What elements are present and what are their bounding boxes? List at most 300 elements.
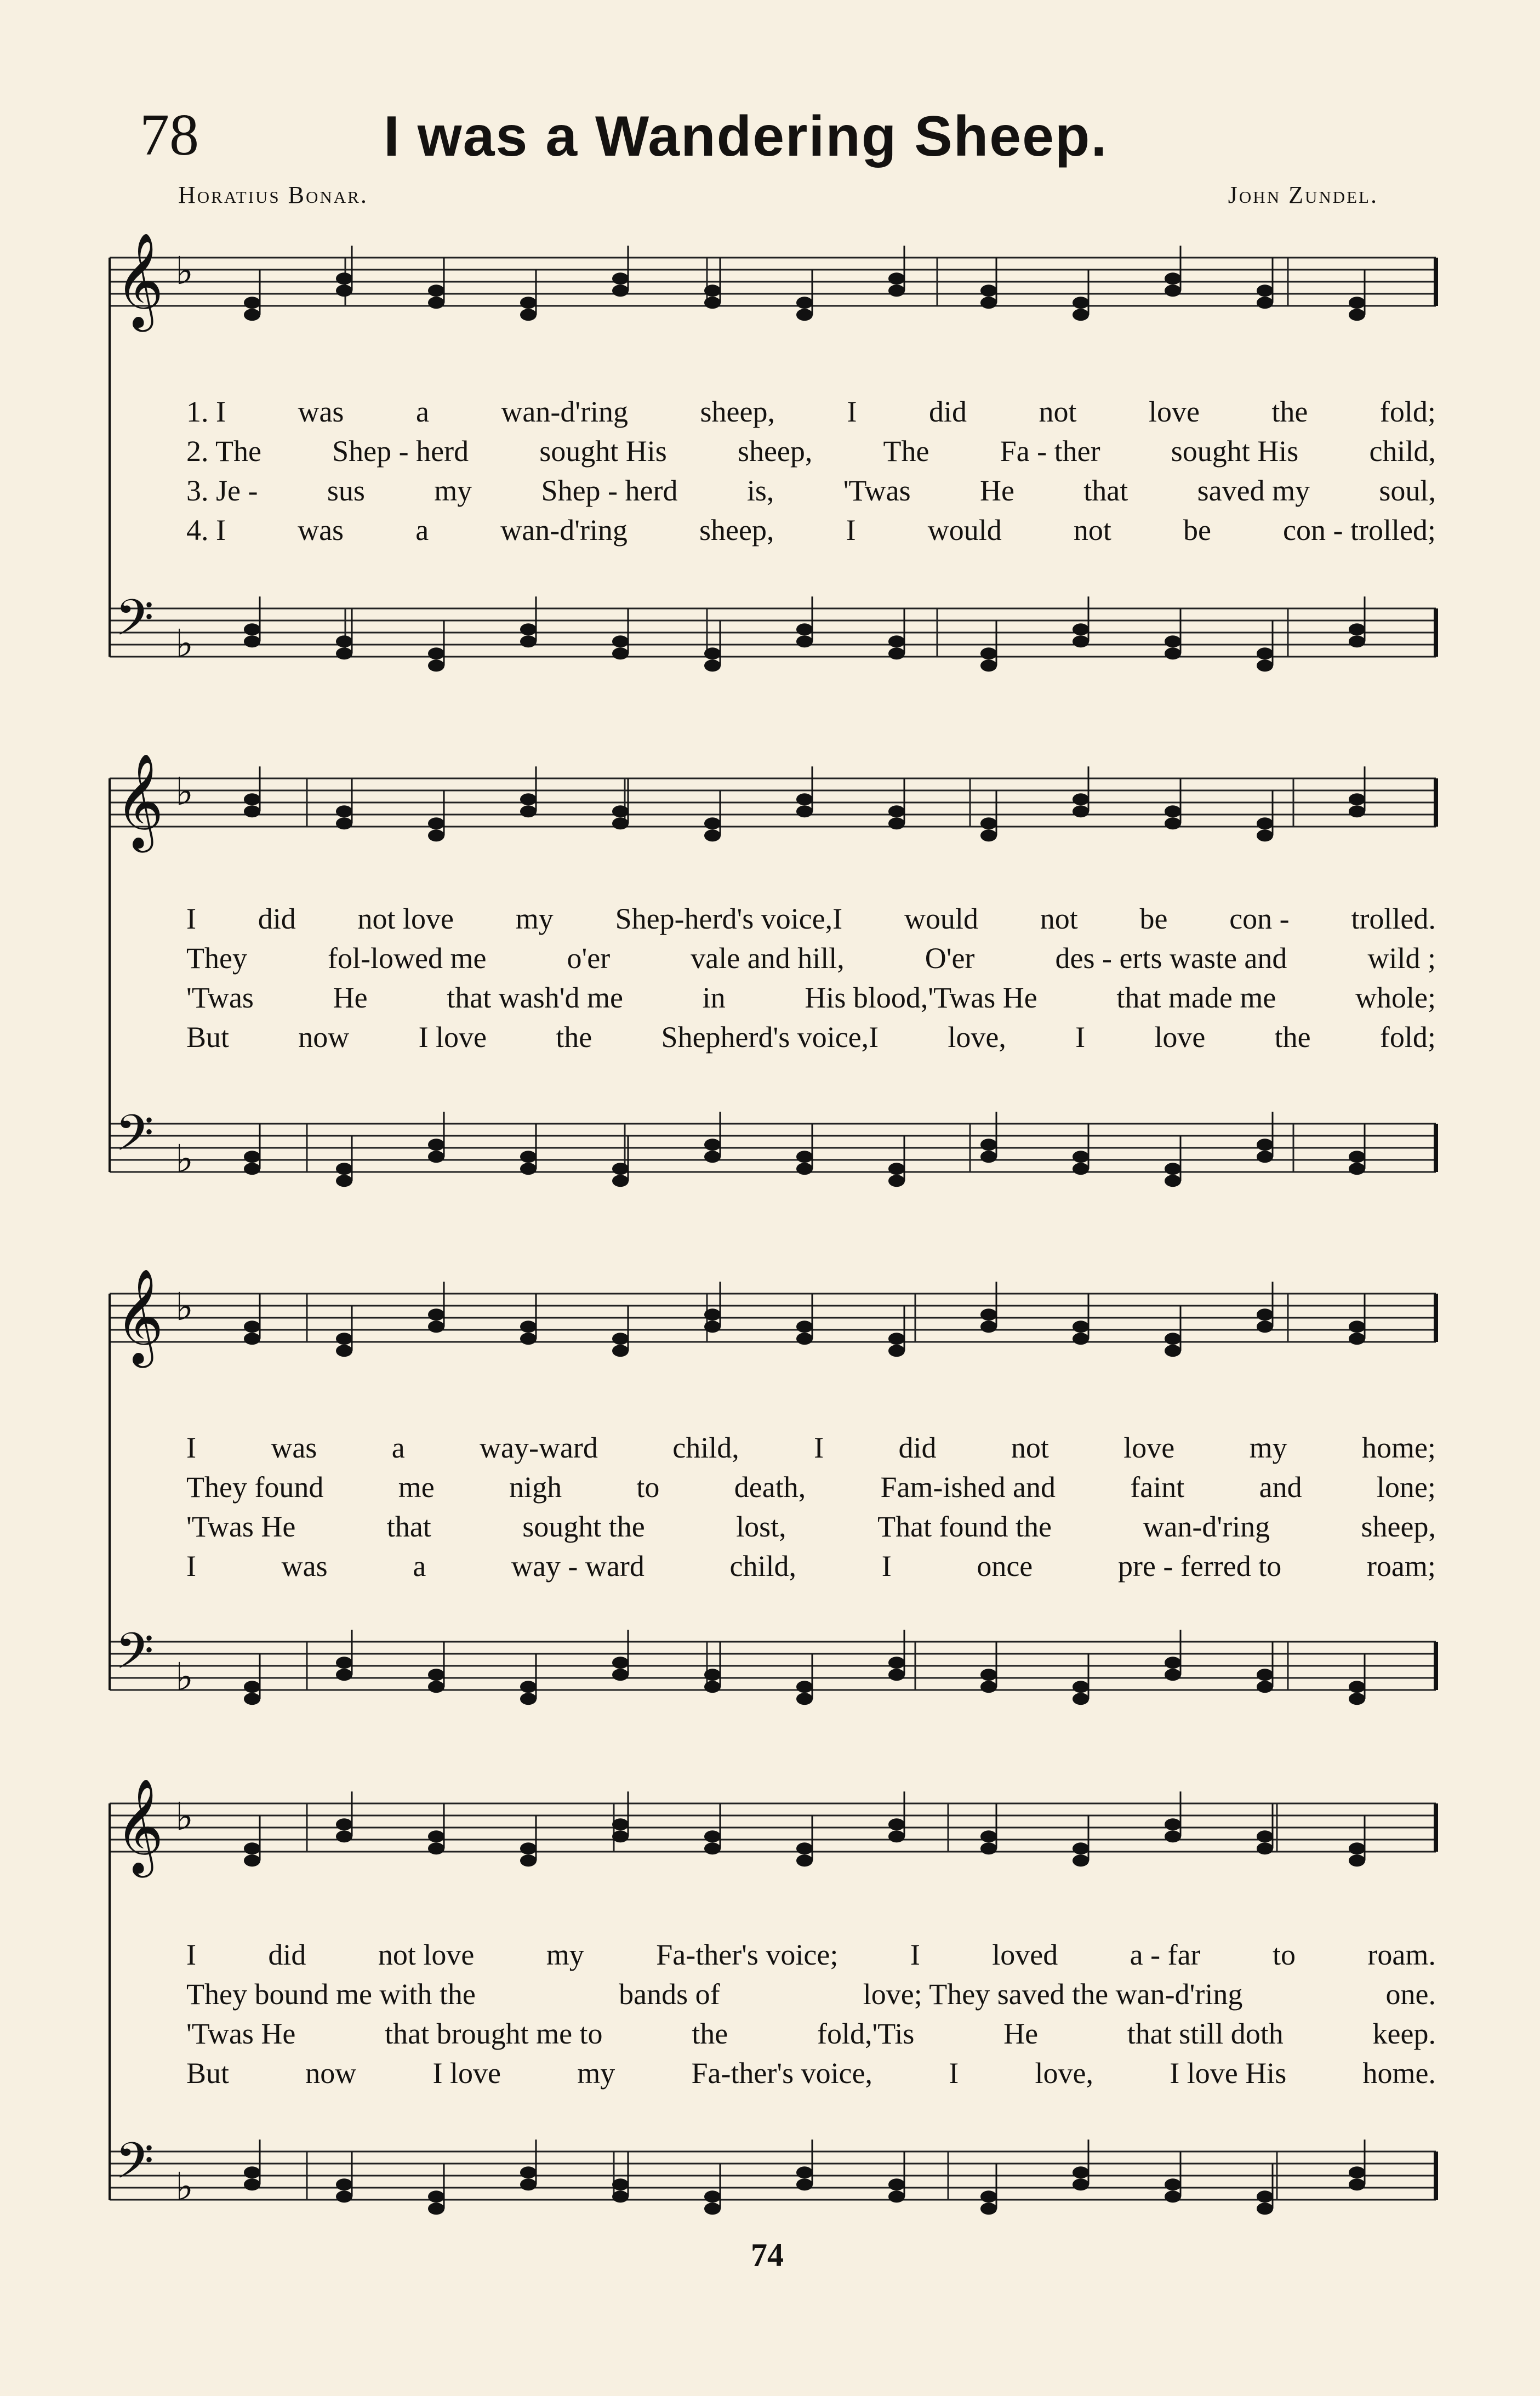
lyric-word: I love — [432, 2057, 501, 2090]
lyric-word: I — [881, 1550, 892, 1583]
lyric-word: Shep-herd's voice,I — [615, 902, 843, 935]
notehead — [796, 1693, 813, 1705]
flat-icon: ♭ — [175, 1794, 194, 1839]
notehead — [428, 284, 444, 297]
notehead — [980, 1321, 997, 1333]
notehead — [336, 284, 352, 297]
notehead — [1165, 1163, 1181, 1175]
lyric-word: not — [1039, 395, 1077, 428]
notehead — [244, 1693, 260, 1705]
notehead — [1165, 2190, 1181, 2203]
notehead — [612, 647, 629, 659]
lyric-word: bands of — [619, 1978, 720, 2011]
lyric-word: wild ; — [1367, 942, 1436, 975]
lyric-word: sought His — [1171, 435, 1299, 468]
notehead — [1257, 1308, 1273, 1321]
notehead — [1349, 1321, 1365, 1333]
lyric-word: But — [186, 1021, 230, 1054]
notehead — [336, 1657, 352, 1669]
lyric-word: not — [1040, 902, 1078, 935]
lyric-word: child, — [729, 1550, 797, 1583]
lyric-word: that still doth — [1127, 2017, 1284, 2050]
notehead — [888, 1333, 905, 1345]
lyric-word: in — [702, 981, 726, 1014]
lyric-word: The — [883, 435, 929, 468]
notehead — [704, 1681, 721, 1693]
notehead — [1073, 1842, 1089, 1854]
notehead — [428, 1681, 444, 1693]
notehead — [796, 1163, 813, 1175]
lyric-word: wan-d'ring — [500, 514, 628, 547]
lyric-word: sheep, — [699, 514, 774, 547]
lyric-word: I — [949, 2057, 959, 2090]
lyric-verse-4 — [186, 513, 1436, 553]
notehead — [612, 284, 629, 297]
lyric-word: They found — [186, 1471, 324, 1504]
lyricist-credit: Horatius Bonar. — [178, 181, 368, 208]
notehead — [1349, 623, 1365, 635]
notehead — [1257, 1830, 1273, 1842]
flat-icon: ♭ — [175, 248, 194, 293]
notehead — [612, 1333, 629, 1345]
notehead — [612, 817, 629, 829]
lyric-word: was — [298, 514, 344, 547]
notehead — [704, 659, 721, 671]
lyric-word: wan-d'ring — [1143, 1510, 1270, 1543]
notehead — [1165, 272, 1181, 284]
notehead — [1073, 1151, 1089, 1163]
notehead — [980, 829, 997, 841]
lyric-word: wan-d'ring — [501, 395, 629, 428]
notehead — [796, 1681, 813, 1693]
lyric-word: love — [1154, 1021, 1206, 1054]
lyric-verse-3 — [186, 981, 1436, 1020]
lyric-word: me — [398, 1471, 435, 1504]
lyric-word: whole; — [1355, 981, 1436, 1014]
notehead — [704, 647, 721, 659]
notehead — [980, 1842, 997, 1854]
notehead — [1165, 284, 1181, 297]
lyric-word: But — [186, 2057, 230, 2090]
notehead — [336, 1818, 352, 1830]
notehead — [1073, 635, 1089, 647]
notehead — [1349, 635, 1365, 647]
lyric-word: saved my — [1197, 474, 1310, 507]
bass-clef-icon: 𝄢 — [115, 589, 154, 659]
notehead — [520, 2178, 537, 2190]
lyric-word: I love His — [1170, 2057, 1287, 2090]
notehead — [244, 297, 260, 309]
notehead — [244, 805, 260, 817]
notehead — [1073, 297, 1089, 309]
notehead — [888, 805, 905, 817]
lyric-word: was — [271, 1431, 317, 1464]
flat-icon: ♭ — [175, 1136, 194, 1181]
lyric-word: did — [268, 1938, 306, 1971]
lyric-word: roam; — [1366, 1550, 1436, 1583]
lyric-word: sus — [327, 474, 365, 507]
lyric-word: the — [1271, 395, 1308, 428]
lyric-word: my — [515, 902, 554, 935]
lyric-word: love — [1148, 395, 1200, 428]
notehead — [704, 297, 721, 309]
notehead — [1257, 1669, 1273, 1681]
notehead — [1349, 793, 1365, 805]
lyric-word: not love — [357, 902, 454, 935]
lyric-word: Shep - herd — [332, 435, 469, 468]
lyric-word: fol-lowed me — [328, 942, 487, 975]
notehead — [428, 829, 444, 841]
lyric-word: the — [556, 1021, 592, 1054]
notehead — [244, 1321, 260, 1333]
lyric-word: con - — [1229, 902, 1290, 935]
notehead — [1257, 284, 1273, 297]
lyric-word: would — [904, 902, 978, 935]
notehead — [704, 1151, 721, 1163]
notehead — [1349, 2178, 1365, 2190]
notehead — [612, 635, 629, 647]
lyric-word: I — [910, 1938, 920, 1971]
notehead — [1257, 829, 1273, 841]
lyric-word: 2. The — [186, 435, 261, 468]
notehead — [244, 1333, 260, 1345]
notehead — [1165, 1657, 1181, 1669]
lyric-word: did — [898, 1431, 937, 1464]
notehead — [336, 1669, 352, 1681]
notehead — [796, 1151, 813, 1163]
lyric-word: one. — [1385, 1978, 1436, 2011]
lyric-word: loved — [992, 1938, 1058, 1971]
notehead — [796, 297, 813, 309]
notehead — [428, 1830, 444, 1842]
notehead — [244, 623, 260, 635]
lyric-word: way-ward — [480, 1431, 598, 1464]
hymn-number: 78 — [140, 103, 199, 168]
lyric-word: sheep, — [700, 395, 775, 428]
lyric-word: a - far — [1130, 1938, 1201, 1971]
notehead — [796, 635, 813, 647]
lyric-verse-4 — [186, 1020, 1436, 1060]
lyric-word: love — [1123, 1431, 1175, 1464]
lyric-word: child, — [1369, 435, 1436, 468]
notehead — [1349, 1842, 1365, 1854]
lyric-word: love; They saved the wan-d'ring — [863, 1978, 1243, 2011]
notehead — [428, 297, 444, 309]
notehead — [336, 1333, 352, 1345]
lyric-word: nigh — [509, 1471, 562, 1504]
notehead — [1349, 297, 1365, 309]
lyric-word: I — [186, 1431, 196, 1464]
notehead — [1349, 309, 1365, 321]
notehead — [1257, 1321, 1273, 1333]
notehead — [1165, 1669, 1181, 1681]
notehead — [1165, 1345, 1181, 1357]
lyric-word: that — [386, 1510, 431, 1543]
lyric-word: not — [1011, 1431, 1049, 1464]
notehead — [888, 1657, 905, 1669]
notehead — [1073, 1854, 1089, 1866]
treble-clef-icon: 𝄞 — [115, 1778, 164, 1874]
lyric-verse-2 — [186, 1977, 1436, 2017]
notehead — [796, 1321, 813, 1333]
notehead — [612, 1163, 629, 1175]
lyric-word: They — [186, 942, 247, 975]
notehead — [980, 1669, 997, 1681]
notehead — [704, 829, 721, 841]
notehead — [1073, 1163, 1089, 1175]
notehead — [336, 1345, 352, 1357]
lyric-word: con - trolled; — [1283, 514, 1436, 547]
lyric-word: is, — [746, 474, 774, 507]
notehead — [336, 647, 352, 659]
notehead — [428, 1308, 444, 1321]
page-number: 74 — [751, 2237, 784, 2273]
notehead — [244, 2178, 260, 2190]
notehead — [980, 817, 997, 829]
lyric-word: child, — [672, 1431, 739, 1464]
lyric-verse-1 — [186, 395, 1436, 434]
notehead — [1257, 1139, 1273, 1151]
lyric-verse-1 — [186, 1431, 1436, 1470]
notehead — [1165, 1175, 1181, 1187]
lyric-word: be — [1139, 902, 1168, 935]
lyric-word: home; — [1361, 1431, 1436, 1464]
notehead — [1073, 1333, 1089, 1345]
notehead — [1349, 1693, 1365, 1705]
notehead — [888, 1818, 905, 1830]
notehead — [520, 793, 537, 805]
notehead — [888, 1175, 905, 1187]
notehead — [1257, 659, 1273, 671]
lyric-word: the — [692, 2017, 728, 2050]
notehead — [336, 2190, 352, 2203]
notehead — [980, 1308, 997, 1321]
notehead — [704, 817, 721, 829]
lyric-verse-2 — [186, 434, 1436, 474]
lyric-word: sought His — [539, 435, 667, 468]
notehead — [1257, 817, 1273, 829]
lyric-word: love, — [1035, 2057, 1093, 2090]
notehead — [336, 1830, 352, 1842]
lyric-word: now — [305, 2057, 357, 2090]
lyric-word: was — [281, 1550, 328, 1583]
lyric-word: love, — [948, 1021, 1006, 1054]
lyric-word: Fa-ther's voice; — [656, 1938, 839, 1971]
notehead — [1073, 2166, 1089, 2178]
notehead — [704, 1842, 721, 1854]
notehead — [888, 1163, 905, 1175]
lyric-word: 'Twas — [186, 981, 254, 1014]
lyric-word: keep. — [1372, 2017, 1436, 2050]
notehead — [888, 2190, 905, 2203]
lyric-word: 3. Je - — [186, 474, 258, 507]
notehead — [336, 1175, 352, 1187]
notehead — [980, 284, 997, 297]
lyric-word: the — [1274, 1021, 1311, 1054]
lyric-word: 'Twas He — [186, 1510, 296, 1543]
notehead — [980, 1139, 997, 1151]
notehead — [520, 1854, 537, 1866]
lyric-verse-3 — [186, 474, 1436, 513]
lyric-verse-3 — [186, 2017, 1436, 2056]
notehead — [612, 1345, 629, 1357]
hymn-title: I was a Wandering Sheep. — [384, 105, 1108, 168]
notehead — [336, 635, 352, 647]
lyric-word: a — [413, 1550, 426, 1583]
notehead — [244, 793, 260, 805]
lyric-word: faint — [1130, 1471, 1185, 1504]
notehead — [244, 1163, 260, 1175]
lyric-verse-2 — [186, 941, 1436, 981]
notehead — [244, 1151, 260, 1163]
notehead — [244, 635, 260, 647]
notehead — [796, 623, 813, 635]
notehead — [980, 1681, 997, 1693]
notehead — [428, 1669, 444, 1681]
lyric-word: home. — [1362, 2057, 1436, 2090]
lyric-word: my — [546, 1938, 584, 1971]
notehead — [888, 1830, 905, 1842]
notehead — [612, 1669, 629, 1681]
lyric-word: my — [577, 2057, 615, 2090]
notehead — [244, 309, 260, 321]
notehead — [1165, 2178, 1181, 2190]
notehead — [704, 2190, 721, 2203]
lyric-word: I — [847, 395, 857, 428]
lyric-word: did — [928, 395, 967, 428]
notehead — [1165, 805, 1181, 817]
notehead — [520, 1333, 537, 1345]
notehead — [336, 805, 352, 817]
lyric-word: vale and hill, — [691, 942, 845, 975]
notehead — [336, 272, 352, 284]
lyric-word: I — [1075, 1021, 1086, 1054]
notehead — [520, 1842, 537, 1854]
notehead — [1165, 1333, 1181, 1345]
lyric-word: would — [927, 514, 1002, 547]
notehead — [796, 1854, 813, 1866]
notehead — [888, 635, 905, 647]
lyrics-system-2 — [186, 902, 1436, 1060]
lyric-word: O'er — [925, 942, 975, 975]
lyric-word: that made me — [1116, 981, 1276, 1014]
notehead — [1257, 2190, 1273, 2203]
bass-clef-icon: 𝄢 — [115, 2132, 154, 2202]
notehead — [428, 2190, 444, 2203]
notehead — [1073, 793, 1089, 805]
notehead — [980, 297, 997, 309]
notehead — [704, 2203, 721, 2215]
notehead — [244, 1854, 260, 1866]
flat-icon: ♭ — [175, 1284, 194, 1329]
flat-icon: ♭ — [175, 1654, 194, 1699]
notehead — [888, 272, 905, 284]
notehead — [428, 1139, 444, 1151]
notehead — [520, 1163, 537, 1175]
notehead — [520, 1681, 537, 1693]
notehead — [796, 2166, 813, 2178]
notehead — [888, 647, 905, 659]
notehead — [244, 1842, 260, 1854]
lyric-word: Fa-ther's voice, — [691, 2057, 873, 2090]
notehead — [1073, 309, 1089, 321]
lyric-word: His blood,'Twas He — [805, 981, 1037, 1014]
notehead — [336, 817, 352, 829]
lyric-word: lost, — [736, 1510, 786, 1543]
lyric-verse-4 — [186, 2056, 1436, 2096]
notehead — [1165, 635, 1181, 647]
notehead — [1257, 1842, 1273, 1854]
notehead — [1349, 2166, 1365, 2178]
notehead — [520, 1151, 537, 1163]
lyric-word: Shepherd's voice,I — [661, 1021, 879, 1054]
lyric-verse-1 — [186, 902, 1436, 941]
bass-clef-icon: 𝄢 — [115, 1622, 154, 1692]
notehead — [336, 1163, 352, 1175]
lyric-word: He — [979, 474, 1014, 507]
notehead — [520, 623, 537, 635]
lyric-word: not love — [378, 1938, 475, 1971]
notehead — [612, 1830, 629, 1842]
lyric-word: fold; — [1379, 1021, 1436, 1054]
notehead — [612, 2190, 629, 2203]
notehead — [1349, 1333, 1365, 1345]
notehead — [1073, 2178, 1089, 2190]
notehead — [428, 647, 444, 659]
notehead — [612, 272, 629, 284]
lyric-word: pre - ferred to — [1117, 1550, 1282, 1583]
notehead — [980, 1830, 997, 1842]
notehead — [888, 284, 905, 297]
notehead — [428, 1321, 444, 1333]
lyric-word: did — [258, 902, 296, 935]
lyric-word: sheep, — [1361, 1510, 1436, 1543]
lyric-word: not — [1073, 514, 1111, 547]
notehead — [1165, 1830, 1181, 1842]
lyric-word: 4. I — [186, 514, 226, 547]
notehead — [520, 1321, 537, 1333]
notehead — [520, 297, 537, 309]
lyric-word: I — [846, 514, 856, 547]
lyric-verse-1 — [186, 1938, 1436, 1977]
notehead — [796, 1333, 813, 1345]
lyric-word: I — [186, 902, 196, 935]
lyrics-system-3 — [186, 1431, 1436, 1589]
lyric-word: sought the — [522, 1510, 645, 1543]
lyric-word: that — [1083, 474, 1128, 507]
notehead — [428, 1151, 444, 1163]
notehead — [1073, 1321, 1089, 1333]
lyric-word: to — [1272, 1938, 1296, 1971]
notehead — [980, 659, 997, 671]
notehead — [796, 793, 813, 805]
notehead — [520, 309, 537, 321]
notehead — [612, 1818, 629, 1830]
lyric-verse-4 — [186, 1549, 1436, 1589]
lyric-word: 'Twas He — [186, 2017, 296, 2050]
notehead — [704, 284, 721, 297]
lyric-word: I — [186, 1938, 196, 1971]
notehead — [612, 1657, 629, 1669]
lyric-verse-3 — [186, 1510, 1436, 1549]
lyric-word: I — [186, 1550, 196, 1583]
notehead — [1349, 1681, 1365, 1693]
lyric-word: lone; — [1376, 1471, 1436, 1504]
notehead — [796, 309, 813, 321]
notehead — [520, 1693, 537, 1705]
lyric-word: Fa - ther — [1000, 435, 1100, 468]
lyrics-system-4 — [186, 1938, 1436, 2096]
